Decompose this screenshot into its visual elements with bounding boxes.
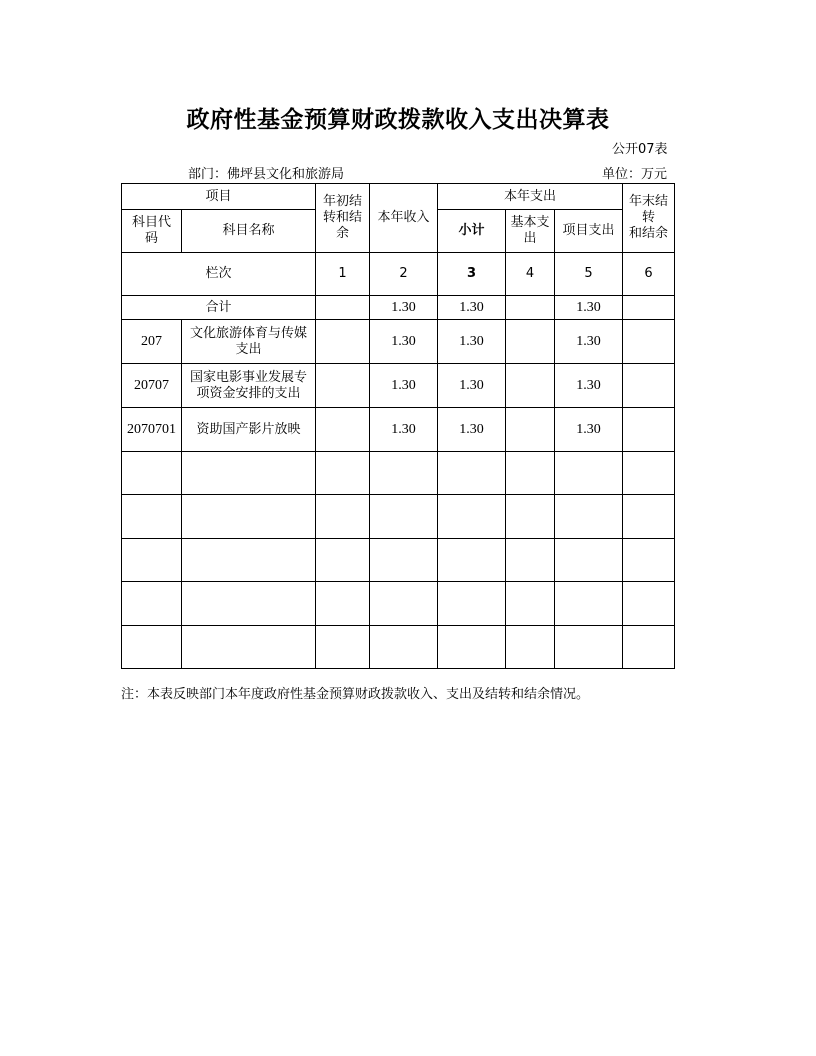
column-number-basic: 4 — [506, 253, 555, 296]
header-expense-group: 本年支出 — [438, 184, 623, 210]
total-income: 1.30 — [370, 296, 438, 320]
total-basic — [506, 296, 555, 320]
row-project: 1.30 — [555, 364, 623, 408]
table-row — [122, 408, 675, 452]
row-name-line2: 项资金安排的支出 — [196, 385, 301, 401]
row-income: 1.30 — [370, 364, 438, 408]
total-project: 1.30 — [555, 296, 623, 320]
header-basic-line2: 出 — [523, 231, 537, 246]
header-project: 项目支出 — [555, 210, 623, 253]
header-opening-balance — [316, 184, 370, 253]
row-name-line1: 文化旅游体育与传媒 — [190, 325, 308, 341]
column-number-row — [122, 253, 675, 296]
unit-label: 单位：万元 — [602, 167, 668, 182]
column-number-label: 栏次 — [122, 253, 316, 296]
row-name — [182, 408, 316, 452]
row-project: 1.30 — [555, 408, 623, 452]
footnote: 注：本表反映部门本年度政府性基金预算财政拨款收入、支出及结转和结余情况。 — [121, 687, 590, 702]
budget-table — [121, 183, 675, 669]
column-number-project: 5 — [555, 253, 623, 296]
row-code: 20707 — [122, 364, 182, 408]
row-basic — [506, 408, 555, 452]
header-basic-line1: 基本支 — [510, 215, 550, 230]
header-basic — [506, 210, 555, 253]
empty-row — [122, 539, 675, 582]
row-code: 2070701 — [122, 408, 182, 452]
department-label: 部门：佛坪县文化和旅游局 — [188, 167, 345, 182]
header-opening-line1: 年初结 — [323, 194, 363, 209]
total-row — [122, 296, 675, 320]
row-basic — [506, 320, 555, 364]
empty-row — [122, 582, 675, 626]
row-subtotal: 1.30 — [438, 320, 506, 364]
row-name-line1: 国家电影事业发展专 — [190, 369, 308, 385]
total-subtotal: 1.30 — [438, 296, 506, 320]
row-subtotal: 1.30 — [438, 364, 506, 408]
page-title: 政府性基金预算财政拨款收入支出决算表 — [186, 107, 610, 133]
header-opening-line3: 余 — [336, 226, 350, 241]
column-number-income: 2 — [370, 253, 438, 296]
header-subtotal: 小计 — [438, 210, 506, 253]
row-income: 1.30 — [370, 408, 438, 452]
table-row — [122, 320, 675, 364]
row-opening — [316, 408, 370, 452]
row-name-line2: 支出 — [235, 341, 262, 357]
row-opening — [316, 364, 370, 408]
row-code: 207 — [122, 320, 182, 364]
total-label: 合计 — [122, 296, 316, 320]
header-row-1 — [122, 184, 675, 210]
empty-row — [122, 452, 675, 495]
row-name — [182, 320, 316, 364]
row-name — [182, 364, 316, 408]
header-code-line1: 科目代 — [131, 215, 171, 230]
row-subtotal: 1.30 — [438, 408, 506, 452]
header-item: 项目 — [122, 184, 316, 210]
row-basic — [506, 364, 555, 408]
empty-row — [122, 495, 675, 539]
empty-row — [122, 626, 675, 669]
row-project: 1.30 — [555, 320, 623, 364]
column-number-subtotal: 3 — [438, 253, 506, 296]
header-code-line2: 码 — [144, 231, 158, 246]
header-name: 科目名称 — [182, 210, 316, 253]
total-closing — [623, 296, 675, 320]
header-closing-line2: 转 — [642, 210, 656, 225]
row-closing — [623, 364, 675, 408]
row-name-line1: 资助国产影片放映 — [196, 421, 301, 437]
row-opening — [316, 320, 370, 364]
column-number-opening: 1 — [316, 253, 370, 296]
header-opening-line2: 转和结 — [323, 210, 363, 225]
header-income: 本年收入 — [370, 184, 438, 253]
row-closing — [623, 408, 675, 452]
header-code — [122, 210, 182, 253]
header-closing-balance — [623, 184, 675, 253]
row-income: 1.30 — [370, 320, 438, 364]
header-closing-line3: 和结余 — [629, 226, 669, 241]
header-closing-line1: 年末结 — [629, 194, 669, 209]
row-closing — [623, 320, 675, 364]
table-row — [122, 364, 675, 408]
total-opening — [316, 296, 370, 320]
column-number-closing: 6 — [623, 253, 675, 296]
form-code: 公开07表 — [612, 142, 668, 157]
